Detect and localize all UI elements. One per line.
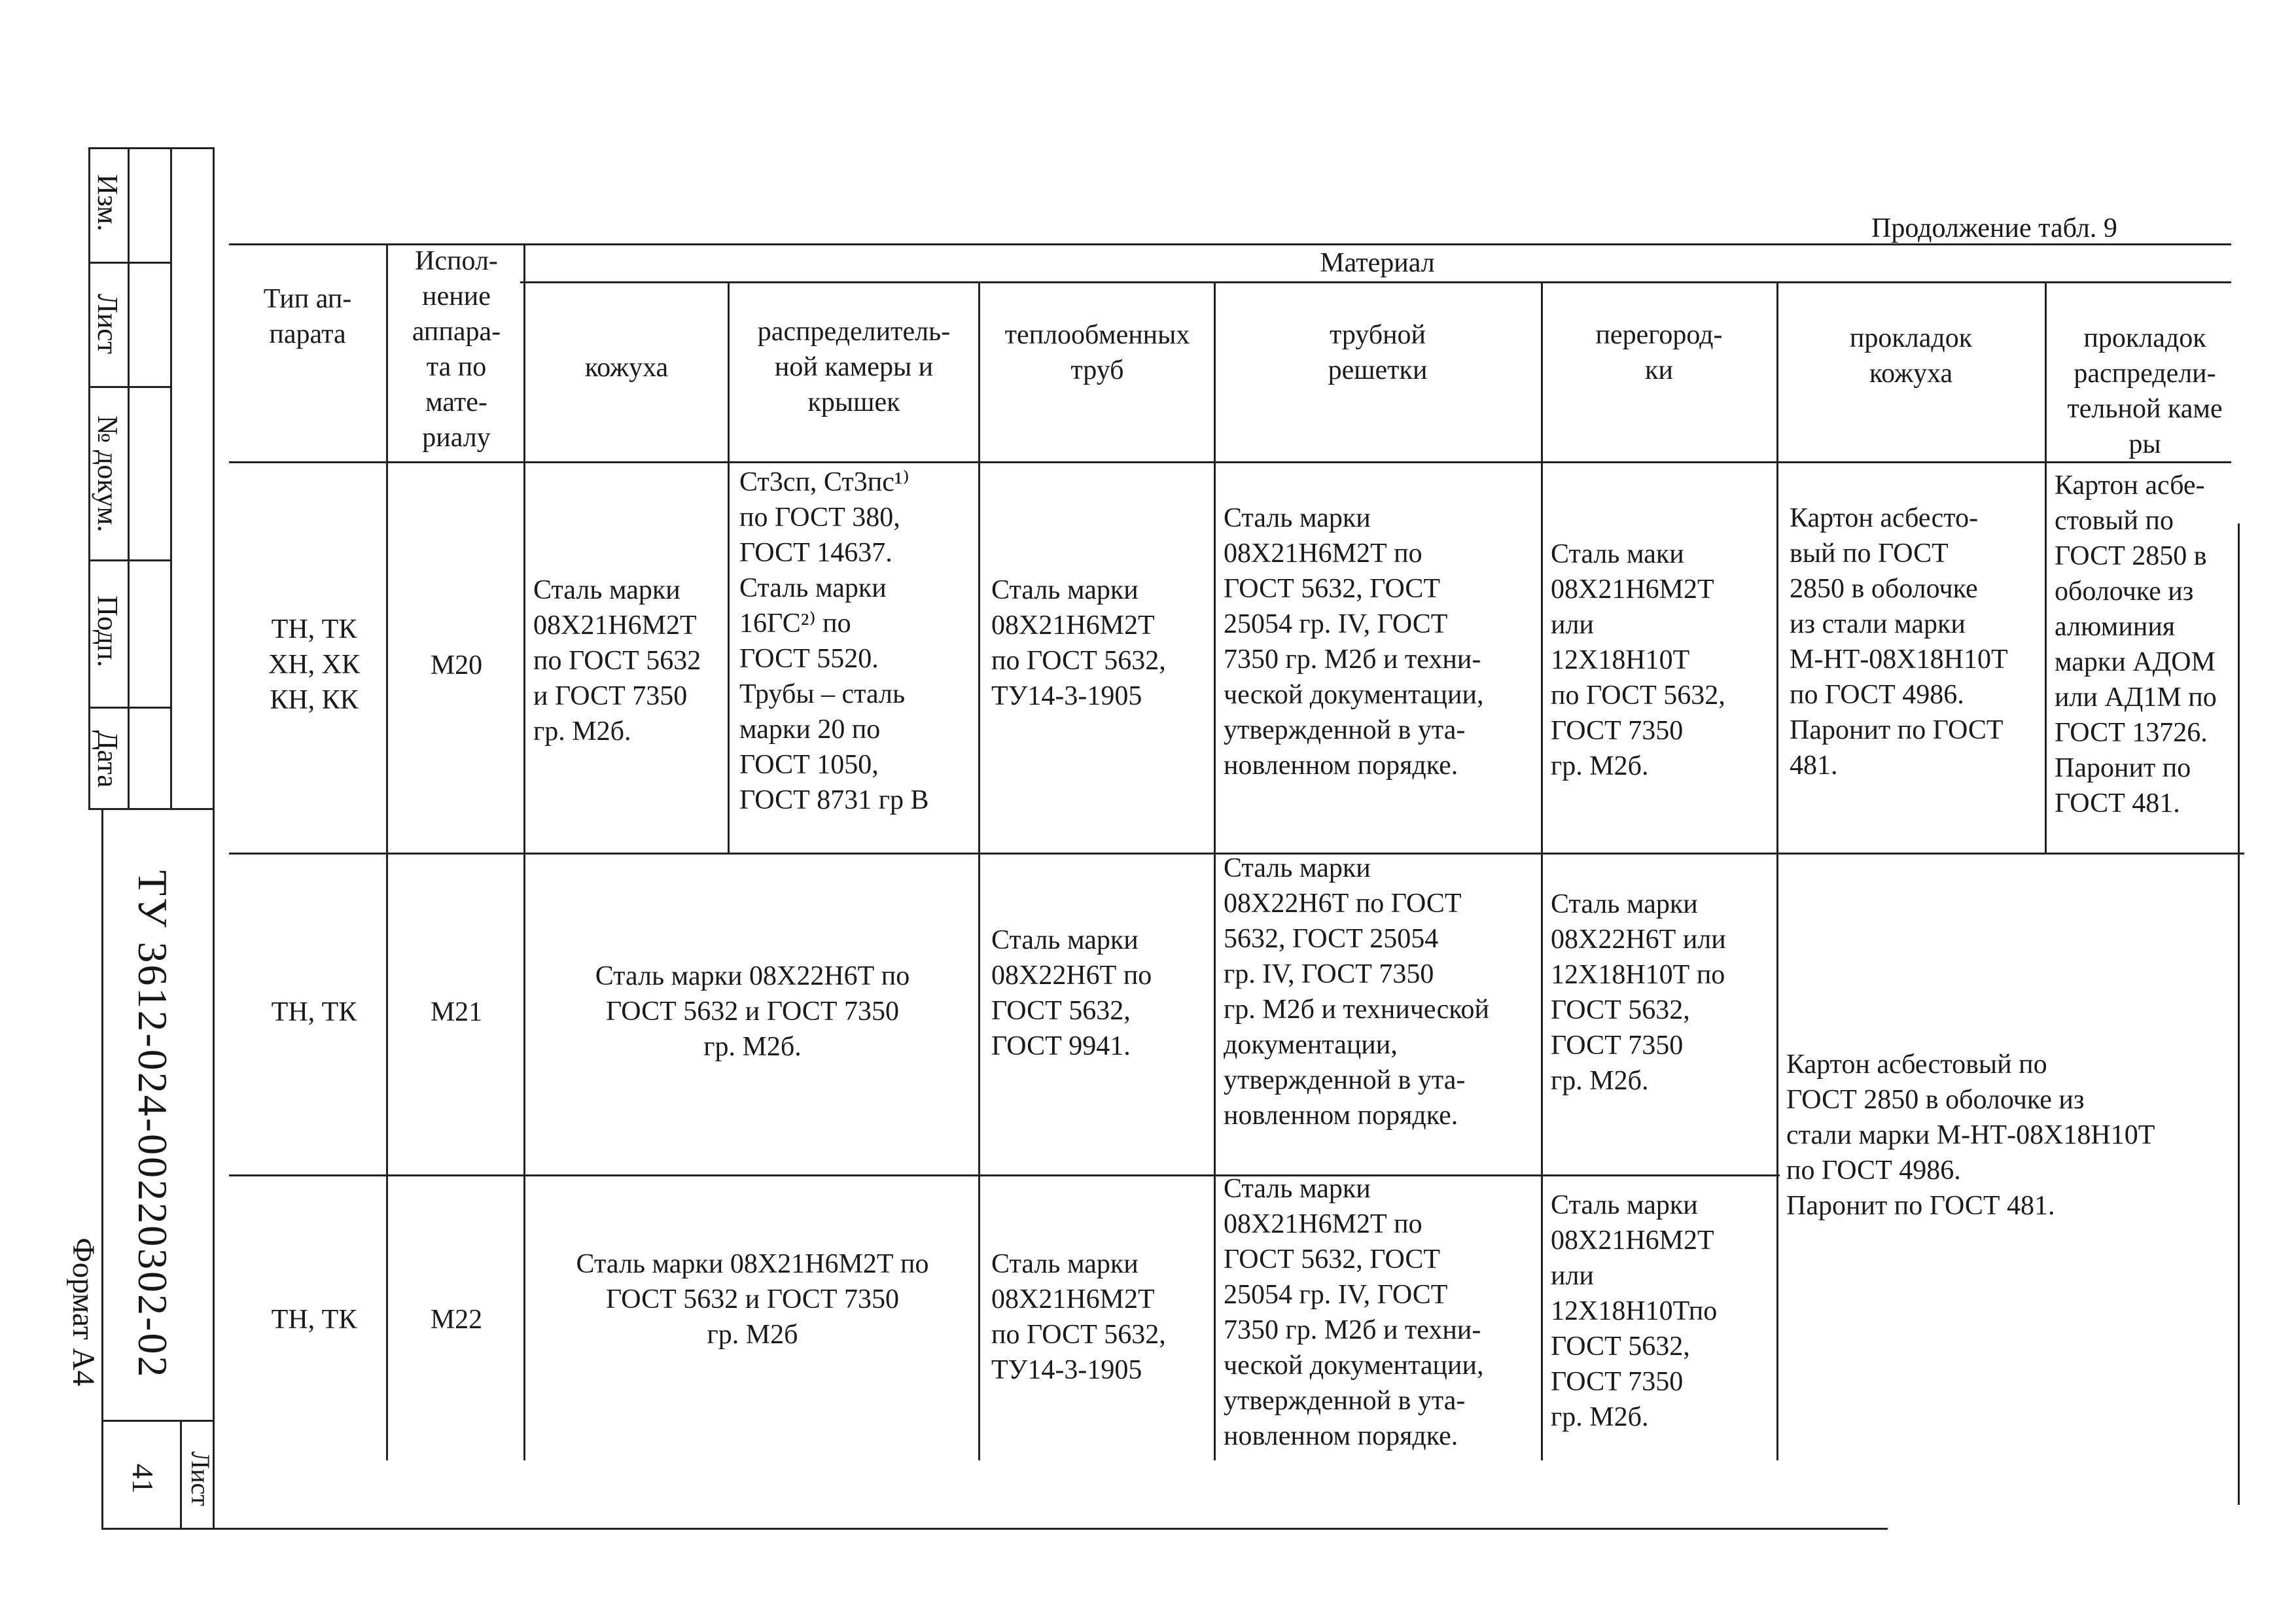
header-type: Тип ап- парата	[263, 284, 352, 349]
header-chamber-gaskets: прокладок распредели- тельной каме ры	[2067, 323, 2223, 459]
row1-tubes: Сталь марки 08Х21Н6М2Т по ГОСТ 5632, ТУ14-3-1905	[991, 575, 1166, 711]
table-line	[1541, 281, 1543, 1460]
row1-tubesheet: Сталь марки 08Х21Н6М2Т по ГОСТ 5632, ГОСТ 25054 гр. IV, ГОСТ 7350 гр. М2б и техни- ческой документации, утвержденной в ута- новленном порядке.	[1224, 503, 1484, 781]
stamp-line	[101, 1420, 214, 1422]
stamp-line	[88, 386, 170, 388]
stamp-doc-no: № докум.	[92, 415, 124, 533]
row3-shell-distribution: Сталь марки 08Х21Н6М2Т по ГОСТ 5632 и ГОСТ 7350 гр. М2б	[576, 1249, 929, 1350]
row3-execution: М22	[430, 1305, 483, 1335]
row1-distribution: Ст3сп, Ст3пс¹⁾ по ГОСТ 380, ГОСТ 14637. Сталь марки 16ГС²⁾ по ГОСТ 5520. Трубы – сталь марки 20 по ГОСТ 1050, ГОСТ 8731 гр В	[739, 467, 929, 815]
row2-tubesheet: Сталь марки 08Х22Н6Т по ГОСТ 5632, ГОСТ 25054 гр. IV, ГОСТ 7350 гр. М2б и технической документации, утвержденной в ута- новленном порядке.	[1224, 853, 1490, 1131]
table-line	[229, 461, 2231, 463]
table-line	[520, 281, 2231, 283]
stamp-line	[88, 707, 170, 709]
table-line	[1214, 281, 1216, 1460]
header-tubesheet: трубной решетки	[1328, 320, 1428, 385]
stamp-line	[88, 147, 90, 808]
stamp-line	[213, 147, 215, 1528]
row1-shell-gaskets: Картон асбесто- вый по ГОСТ 2850 в оболочке из стали марки М-НТ-08Х18Н10Т по ГОСТ 4986. Паронит по ГОСТ 481.	[1790, 503, 2008, 781]
document-code: ТУ 3612-024-00220302-02	[130, 870, 176, 1379]
row2-shell-distribution: Сталь марки 08Х22Н6Т по ГОСТ 5632 и ГОСТ 7350 гр. М2б.	[595, 961, 910, 1062]
stamp-line	[88, 262, 170, 264]
row3-baffles: Сталь марки 08Х21Н6М2Т или 12Х18Н10Тпо ГОСТ 5632, ГОСТ 7350 гр. М2б.	[1551, 1190, 1718, 1432]
stamp-line	[180, 1420, 182, 1528]
stamp-date: Дата	[92, 730, 124, 788]
header-material: Материал	[1320, 248, 1435, 278]
table-caption: Продолжение табл. 9	[1871, 213, 2117, 243]
sheet-number: 41	[126, 1464, 160, 1494]
row2-tubes: Сталь марки 08Х22Н6Т по ГОСТ 5632, ГОСТ 9941.	[991, 925, 1152, 1061]
table-line	[386, 243, 388, 1460]
row1-chamber-gaskets: Картон асбе- стовый по ГОСТ 2850 в оболочке из алюминия марки АДОМ или АД1М по ГОСТ 13726. Паронит по ГОСТ 481.	[2055, 470, 2217, 819]
stamp-line	[88, 559, 170, 561]
header-tubes: теплообменных труб	[1004, 320, 1190, 385]
header-shell-gaskets: прокладок кожуха	[1849, 323, 1973, 389]
stamp-list: Лист	[92, 293, 124, 355]
sheet-label: Лист	[186, 1451, 215, 1506]
header-baffles: перегород- ки	[1595, 320, 1723, 385]
row3-tubes: Сталь марки 08Х21Н6М2Т по ГОСТ 5632, ТУ14-3-1905	[991, 1249, 1166, 1385]
header-execution: Испол- нение аппара- та по мате- риалу	[412, 246, 501, 453]
row1-shell: Сталь марки 08Х21Н6М2Т по ГОСТ 5632 и ГОСТ 7350 гр. М2б.	[533, 575, 701, 747]
merged-gaskets: Картон асбестовый по ГОСТ 2850 в оболочке из стали марки М-НТ-08Х18Н10Т по ГОСТ 4986. Паронит по ГОСТ 481.	[1786, 1049, 2155, 1221]
table-line	[978, 281, 980, 1460]
row2-execution: М21	[430, 997, 483, 1027]
row1-execution: М20	[430, 650, 483, 680]
table-line	[1776, 281, 1778, 1460]
stamp-podp: Подп.	[92, 595, 124, 667]
row1-type: ТН, ТК ХН, ХК КН, КК	[268, 614, 360, 715]
header-distribution: распределитель- ной камеры и крышек	[757, 317, 951, 417]
bottom-line	[101, 1528, 1888, 1530]
row3-tubesheet: Сталь марки 08Х21Н6М2Т по ГОСТ 5632, ГОСТ 25054 гр. IV, ГОСТ 7350 гр. М2б и техни- ческой документации, утвержденной в ута- новленном порядке.	[1224, 1174, 1484, 1451]
row1-baffles: Сталь маки 08Х21Н6М2Т или 12Х18Н10Т по ГОСТ 5632, ГОСТ 7350 гр. М2б.	[1551, 539, 1725, 781]
stamp-line	[170, 147, 172, 808]
stamp-line	[88, 147, 214, 149]
row2-type: ТН, ТК	[271, 997, 357, 1027]
format-label: Формат А4	[66, 1237, 101, 1386]
stamp-line	[88, 808, 214, 810]
row3-type: ТН, ТК	[271, 1305, 357, 1335]
table-line	[523, 243, 525, 1460]
stamp-line	[128, 147, 130, 808]
stamp-izm: Изм.	[92, 174, 124, 232]
header-shell: кожуха	[584, 353, 669, 383]
table-line	[229, 1174, 1780, 1176]
row2-baffles: Сталь марки 08Х22Н6Т или 12Х18Н10Т по ГОСТ 5632, ГОСТ 7350 гр. М2б.	[1551, 889, 1726, 1096]
